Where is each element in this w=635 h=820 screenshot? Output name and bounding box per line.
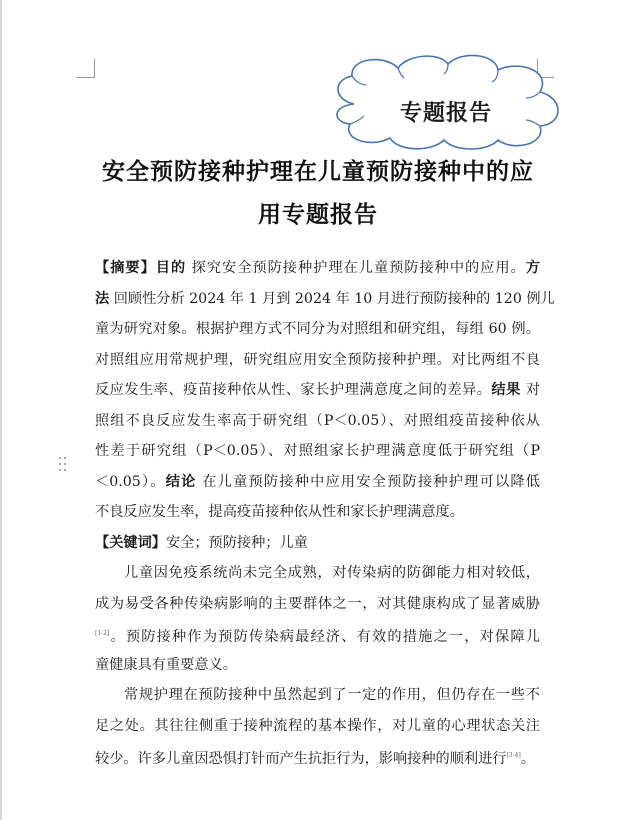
abstract-label: 【摘要】目的 xyxy=(95,260,187,276)
title-line-2: 用专题报告 xyxy=(258,201,378,228)
abstract-line: ＜0.05）。结论 在儿童预防接种中应用安全预防接种护理可以降低 xyxy=(95,473,540,490)
abstract-line: 【摘要】目的 探究安全预防接种护理在儿童预防接种中的应用。方 xyxy=(95,260,540,276)
paragraph-line: 成为易受各种传染病影响的主要群体之一，对其健康构成了显著威胁 xyxy=(95,595,540,612)
citation-ref: [3-4] xyxy=(506,752,521,759)
document-body xyxy=(95,253,555,772)
abstract-line: 法 回顾性分析 2024 年 1 月到 2024 年 10 月进行预防接种的 120 例儿 xyxy=(95,290,555,307)
paragraph-line: 童健康具有重要意义。 xyxy=(95,656,237,673)
paragraph-line: [1-2]。预防接种作为预防传染病最经济、有效的措施之一，对保障儿 xyxy=(95,629,540,645)
abstract-line: 性差于研究组（P＜0.05）、对照组家长护理满意度低于研究组（P xyxy=(95,443,540,459)
abstract-line: 童为研究对象。根据护理方式不同分为对照组和研究组，每组 60 例。 xyxy=(95,321,540,337)
cloud-shape[interactable] xyxy=(328,52,564,150)
paragraph-line: 常规护理在预防接种中虽然起到了一定的作用，但仍存在一些不 xyxy=(124,687,540,703)
document-title xyxy=(78,150,558,236)
abstract-line: 照组不良反应发生率高于研究组（P＜0.05）、对照组疫苗接种依从 xyxy=(95,412,540,429)
keywords-label: 【关键词】 xyxy=(95,534,166,551)
paragraph-line: 儿童因免疫系统尚未完全成熟，对传染病的防御能力相对较低， xyxy=(124,565,540,581)
cloud-label: 专题报告 xyxy=(399,100,492,126)
abstract-line: 反应发生率、疫苗接种依从性、家长护理满意度之间的差异。结果 对 xyxy=(95,382,540,398)
intro-paragraph-2 xyxy=(95,680,540,772)
abstract-line: 对照组应用常规护理，研究组应用安全预防接种护理。对比两组不良 xyxy=(95,351,540,368)
paragraph-line: 较少。许多儿童因恐惧打针而产生抗拒行为，影响接种的顺利进行[3-4]。 xyxy=(95,751,535,767)
paragraph-line: 足之处。其往往侧重于接种流程的基本操作，对儿童的心理状态关注 xyxy=(95,717,540,734)
citation-ref: [1-2] xyxy=(95,630,110,637)
abstract-paragraph xyxy=(95,253,555,528)
crop-mark-top-left xyxy=(76,59,95,78)
drag-handle-icon[interactable] xyxy=(59,457,67,473)
keywords-text: 安全；预防接种；儿童 xyxy=(165,534,308,551)
intro-paragraph-1 xyxy=(95,558,540,680)
title-line-1: 安全预防接种护理在儿童预防接种中的应 xyxy=(102,158,534,185)
page-left-edge xyxy=(0,0,2,820)
abstract-line: 不良反应发生率，提高疫苗接种依从性和家长护理满意度。 xyxy=(95,504,464,520)
keywords-line xyxy=(95,528,540,559)
